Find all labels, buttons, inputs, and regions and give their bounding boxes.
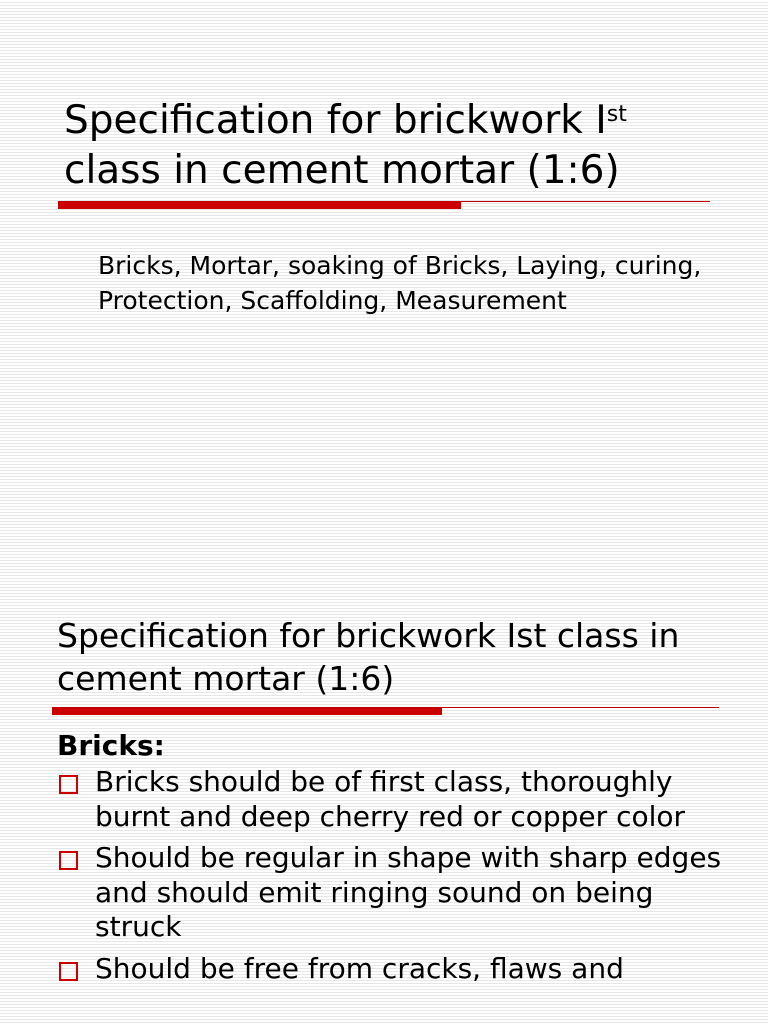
bullet-text: Should be free from cracks, flaws and (95, 951, 624, 985)
bullet-text: Should be regular in shape with sharp edges and should emit ringing sound on being struck (95, 841, 722, 943)
bullet-item (57, 952, 737, 987)
bullet-list (57, 765, 737, 993)
bullet-text: Bricks should be of first class, thoroughly burnt and deep cherry red or copper color (95, 765, 686, 833)
slide-1-title-main: Specification for brickwork I (64, 98, 607, 143)
hollow-square-bullet-icon (59, 851, 78, 870)
slide-1-title-rest: class in cement mortar (1:6) (64, 148, 620, 193)
slide-1-title-rule-thick (58, 202, 461, 209)
slide-2 (0, 512, 768, 1024)
slide-2-title: Specification for brickwork Ist class in cement mortar (1:6) (57, 616, 680, 698)
hollow-square-bullet-icon (59, 962, 78, 981)
slide-1-title (64, 96, 724, 196)
hollow-square-bullet-icon (59, 775, 78, 794)
section-heading-bricks: Bricks: (57, 729, 165, 762)
bullet-item (57, 765, 737, 834)
slide-1-summary: Bricks, Mortar, soaking of Bricks, Laying, curing, Protection, Scaffolding, Measurement (98, 251, 702, 315)
slide-2-title-rule-thick (52, 708, 442, 715)
slide-1-title-superscript: st (606, 102, 627, 127)
bullet-item (57, 841, 737, 945)
